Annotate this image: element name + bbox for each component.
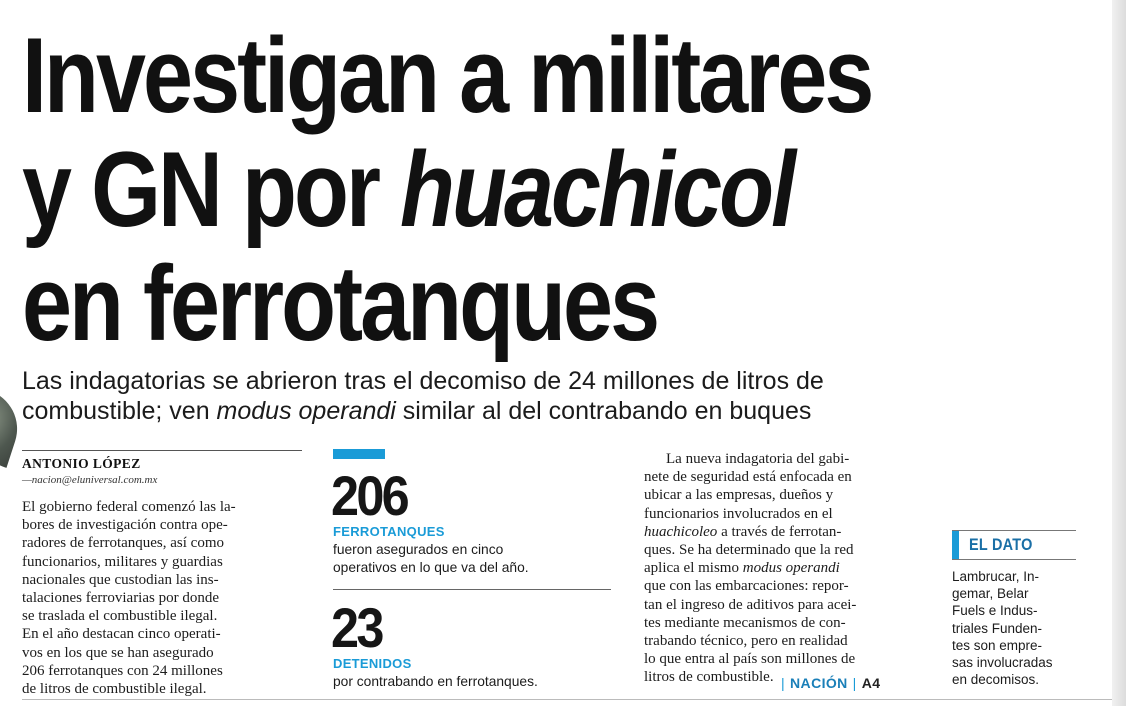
text-line: litros de combustible.: [644, 669, 774, 686]
text-line: bores de investigación contra ope-: [22, 517, 228, 534]
stat-desc-line: fueron asegurados en cinco: [333, 542, 504, 557]
text-fragment: a través de ferrotan-: [717, 523, 842, 540]
text-line: que con las embarcaciones: repor-: [644, 578, 849, 595]
page-number: A4: [861, 675, 881, 691]
italic-term: huachicoleo: [644, 523, 718, 540]
section-name: NACIÓN: [790, 675, 848, 691]
section-page-tag: [776, 675, 880, 691]
text-line: lo que entra al país son millones de: [644, 651, 856, 668]
separator-bar: |: [781, 675, 786, 691]
author-email: —nacion@eluniversal.com.mx: [22, 474, 158, 486]
text-line: tan el ingreso de aditivos para acei-: [644, 596, 857, 613]
italic-term: modus operandi: [742, 560, 840, 577]
text-line: [644, 559, 920, 577]
paragraph-2: [22, 625, 302, 698]
el-dato-header: [952, 530, 1076, 560]
dato-line: triales Funden-: [952, 620, 1043, 636]
headline-line-1: Investigan a militares: [22, 15, 872, 135]
stat-number-ferrotanques: 206: [331, 464, 407, 527]
text-line: talaciones ferroviarias por donde: [22, 590, 219, 607]
text-line: En el año destacan cinco operati-: [22, 626, 221, 643]
dato-line: Lambrucar, In-: [952, 569, 1040, 584]
el-dato-title: EL DATO: [969, 535, 1033, 554]
text-line: funcionarios involucrados en el: [644, 505, 833, 522]
paragraph-3: [644, 450, 920, 687]
text-line: trabando técnico, pero en realidad: [644, 633, 848, 650]
dato-line: tes son empre-: [952, 637, 1043, 653]
stat-description-ferrotanques: [333, 541, 623, 577]
stat-accent-bar: [333, 449, 385, 459]
text-line: nacionales que custodian las ins-: [22, 571, 219, 588]
bottom-rule: [22, 699, 1112, 700]
subheadline-text-b: similar al del contrabando en buques: [395, 397, 812, 425]
text-line: El gobierno federal comenzó las la-: [22, 499, 236, 515]
headline-line-2: [22, 129, 929, 249]
text-line: 206 ferrotanques con 24 millones: [22, 662, 223, 679]
stat-number-detenidos: 23: [331, 596, 382, 659]
stat-description-detenidos: [333, 673, 623, 691]
stat-label-detenidos: DETENIDOS: [333, 656, 412, 671]
byline-divider: [22, 450, 302, 451]
headline-line-3: en ferrotanques: [22, 243, 658, 363]
page-edge-shadow: [1112, 0, 1126, 706]
dato-line: Fuels e Indus-: [952, 603, 1038, 619]
text-line: de litros de combustible ilegal.: [22, 681, 207, 698]
el-dato-body: [952, 568, 1082, 688]
text-line: radores de ferrotanques, así como: [22, 535, 225, 552]
text-line: [644, 523, 920, 541]
stat-desc-line: por contrabando en ferrotanques.: [333, 674, 538, 689]
text-line: vos en los que se han asegurado: [22, 644, 214, 661]
el-dato-accent: [952, 531, 959, 559]
text-line: ubicar a las empresas, dueños y: [644, 487, 834, 504]
author-name: ANTONIO LÓPEZ: [22, 456, 141, 471]
headline: [22, 15, 929, 363]
stat-desc-line: operativos en lo que va del año.: [333, 560, 529, 575]
subheadline-italic: modus operandi: [216, 397, 396, 425]
text-line: se traslada el combustible ilegal.: [22, 608, 218, 625]
dato-line: gemar, Belar: [952, 586, 1029, 602]
subheadline-line-1: Las indagatorias se abrieron tras el decomiso de 24 millones de litros de: [22, 367, 824, 395]
paragraph-1: [22, 498, 302, 625]
stat-divider: [333, 589, 611, 590]
dato-line: sas involucradas: [952, 655, 1053, 671]
body-column-right: [644, 450, 920, 687]
text-line: funcionarios, militares y guardias: [22, 553, 223, 570]
dato-line: en decomisos.: [952, 672, 1040, 688]
subheadline-text-a: combustible; ven: [22, 397, 217, 425]
headline-line-2-text: y GN por: [22, 129, 401, 249]
text-fragment: aplica el mismo: [644, 560, 743, 577]
body-column-left: [22, 498, 302, 698]
subheadline-line-2: [22, 396, 1082, 426]
separator-bar: |: [852, 675, 857, 691]
text-line: nete de seguridad está enfocada en: [644, 469, 852, 486]
text-line: ques. Se ha determinado que la red: [644, 542, 854, 559]
stat-label-ferrotanques: FERROTANQUES: [333, 524, 445, 539]
subheadline: [22, 366, 1082, 426]
text-line: La nueva indagatoria del gabi-: [666, 451, 850, 467]
text-line: tes mediante mecanismos de con-: [644, 614, 846, 631]
headline-italic-term: huachicol: [400, 129, 794, 249]
